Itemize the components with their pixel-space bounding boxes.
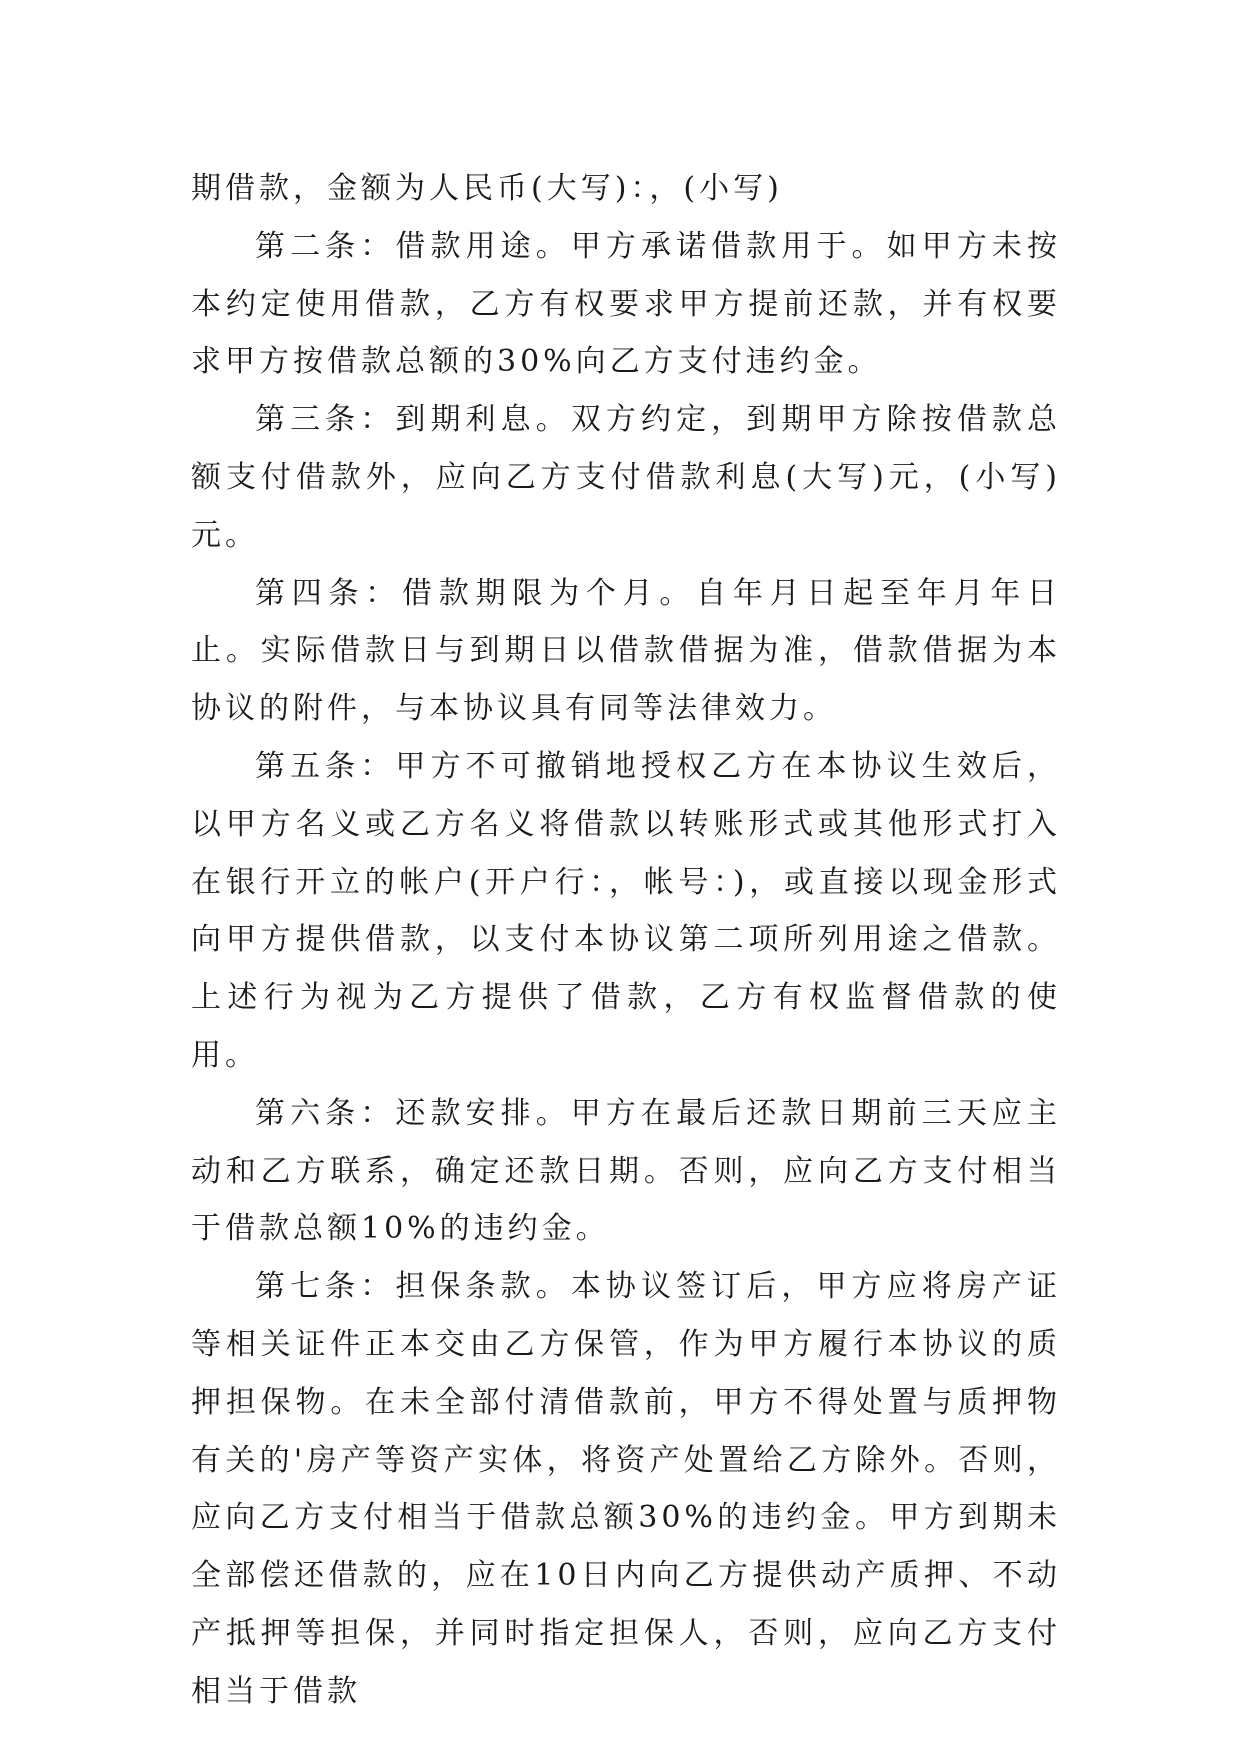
paragraph-article-4-loan-term: 第四条：借款期限为个月。自年月日起至年月年日止。实际借款日与到期日以借款借据为准，借款借据为本协议的附件，与本协议具有同等法律效力。 <box>191 575 1061 727</box>
paragraph-article-7-guarantee: 第七条：担保条款。本协议签订后，甲方应将房产证等相关证件正本交由乙方保管，作为甲方履行本协议的质押担保物。在未全部付清借款前，甲方不得处置与质押物有关的'房产等资产实体，将资产处置给乙方除外。否则，应向乙方支付相当于借款总额30%的违约金。甲方到期未全部偿还借款的，应在10日内向乙方提供动产质押、不动产抵押等担保，并同时指定担保人，否则，应向乙方支付相当于借款 <box>191 1269 1061 1709</box>
paragraph-loan-amount: 期借款，金额为人民币(大写)：，(小写) <box>191 171 783 206</box>
paragraph-article-6-repayment: 第六条：还款安排。甲方在最后还款日期前三天应主动和乙方联系，确定还款日期。否则，应向乙方支付相当于借款总额10%的违约金。 <box>191 1095 1061 1247</box>
paragraph-article-2-loan-purpose: 第二条：借款用途。甲方承诺借款用于。如甲方未按本约定使用借款，乙方有权要求甲方提前还款，并有权要求甲方按借款总额的30%向乙方支付违约金。 <box>191 228 1061 380</box>
document-body <box>191 160 1061 1721</box>
paragraph-article-5-authorization: 第五条：甲方不可撤销地授权乙方在本协议生效后，以甲方名义或乙方名义将借款以转账形式或其他形式打入在银行开立的帐户(开户行：，帐号：)，或直接以现金形式向甲方提供借款，以支付本协议第二项所列用途之借款。上述行为视为乙方提供了借款，乙方有权监督借款的使用。 <box>191 748 1061 1073</box>
paragraph-article-3-interest: 第三条：到期利息。双方约定，到期甲方除按借款总额支付借款外，应向乙方支付借款利息(大写)元，(小写)元。 <box>191 402 1061 553</box>
